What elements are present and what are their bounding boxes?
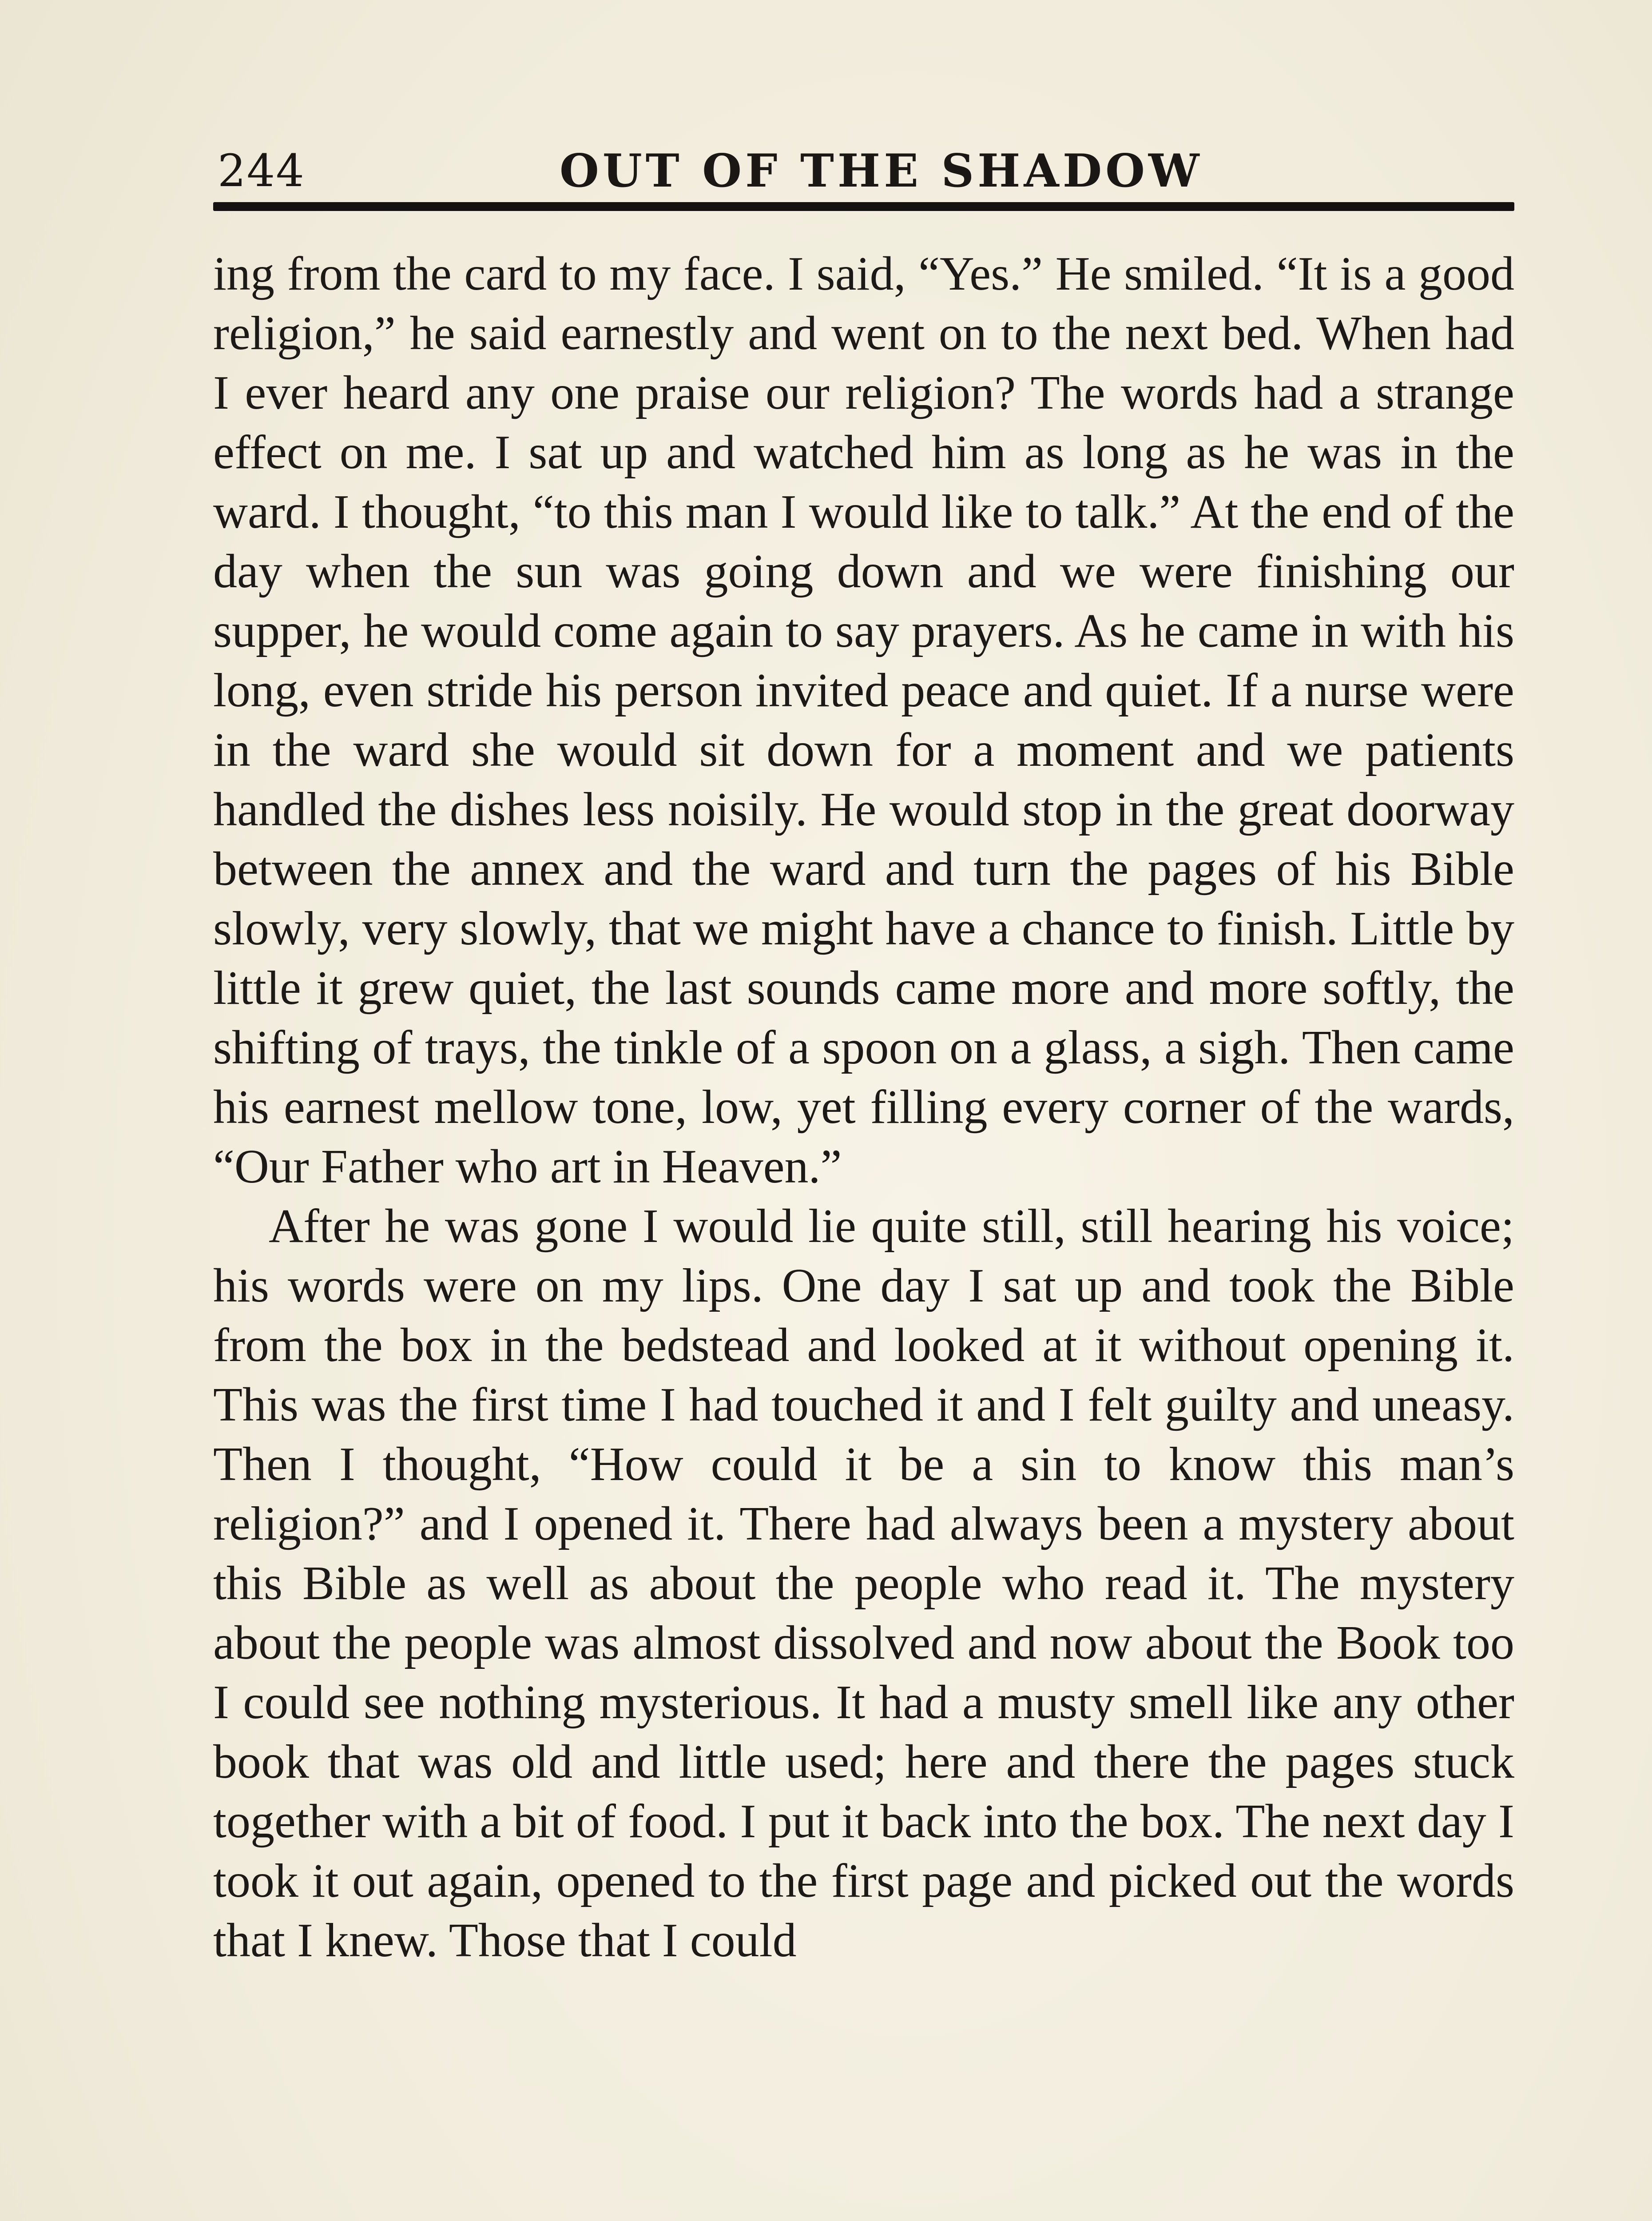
book-title: OUT OF THE SHADOW <box>560 144 1203 198</box>
header-rule <box>213 202 1514 211</box>
running-head <box>213 127 1523 207</box>
paragraph-2: After he was gone I would lie quite still, still hearing his voice; his words were on my lips. One day I sat up and took the Bible from the box in the bedstead and looked at it without opening it. This was the first time I had touched it and I felt guilty and uneasy. Then I thought, “How could it be a sin to know this man’s religion?” and I opened it. There had always been a mystery about this Bible as well as about the people who read it. The mystery about the people was almost dissolved and now about the Book too I could see nothing mysterious. It had a musty smell like any other book that was old and little used; here and there the pages stuck together with a bit of food. I put it back into the box. The next day I took it out again, opened to the first page and picked out the words that I knew. Those that I could <box>213 1200 1514 1967</box>
paragraph-1: ing from the card to my face. I said, “Yes.” He smiled. “It is a good religion,” he said earnestly and went on to the next bed. When had I ever heard any one praise our religion? The words had a strange effect on me. I sat up and watched him as long as he was in the ward. I thought, “to this man I would like to talk.” At the end of the day when the sun was going down and we were finishing our supper, he would come again to say prayers. As he came in with his long, even stride his person invited peace and quiet. If a nurse were in the ward she would sit down for a moment and we patients handled the dishes less noisily. He would stop in the great doorway between the annex and the ward and turn the pages of his Bible slowly, very slowly, that we might have a chance to finish. Little by little it grew quiet, the last sounds came more and more softly, the shifting of trays, the tinkle of a spoon on a glass, a sigh. Then came his earnest mellow tone, low, yet filling every corner of the wards, “Our Father who art in Heaven.” <box>213 247 1514 1193</box>
body-text <box>213 244 1514 1970</box>
page-number: 244 <box>218 145 305 197</box>
